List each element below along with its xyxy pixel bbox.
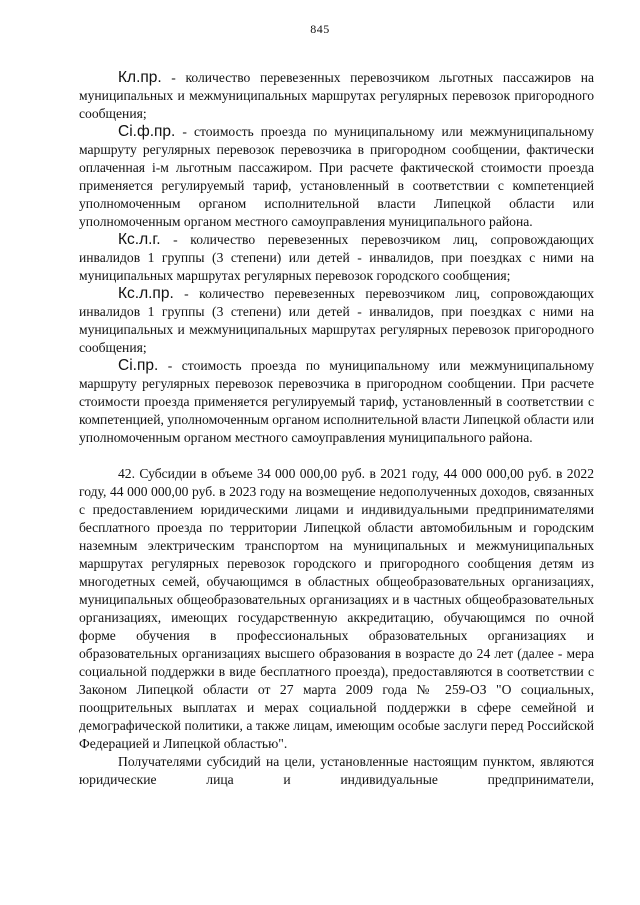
formula-symbol: Кл.пр. [118, 69, 162, 86]
formula-symbol: Кс.л.г. [118, 231, 161, 248]
definition-ks-l-pr [79, 285, 594, 357]
document-body [79, 69, 594, 789]
paragraph-recipients: Получателями субсидий на цели, установленные настоящим пунктом, являются юридические лица и индивидуальные предприниматели, [79, 754, 594, 787]
definition-kl-pr [79, 69, 594, 123]
formula-symbol: Сi.пр. [118, 357, 159, 374]
definition-text: - количество перевезенных перевозчиком лиц, сопровождающих инвалидов 1 группы (3 степени) или детей - инвалидов, при поездках с ними на муниципальных маршрутах регулярных перевозок городского сообщения; [79, 232, 594, 283]
paragraph-42: 42. Субсидии в объеме 34 000 000,00 руб. в 2021 году, 44 000 000,00 руб. в 2022 году, 44 000 000,00 руб. в 2023 году на возмещение недополученных доходов, связанных с предоставлением юридическими лицами и индивидуальными предпринимателями бесплатного проезда по территории Липецкой области автомобильным и городским наземным электрическим транспортом на муниципальных и межмуниципальных маршрутах регулярных перевозок городского и пригородного сообщения детям из многодетных семей, обучающимся в областных общеобразовательных организациях, муниципальных общеобразовательных организациях и в частных общеобразовательных организациях, имеющих государственную аккредитацию, обучающимся по очной форме обучения в профессиональных образовательных организациях и образовательных организациях высшего образования в возрасте до 24 лет (далее - мера социальной поддержки в виде бесплатного проезда), предоставляются в соответствии с Законом Липецкой области от 27 марта 2009 года № 259-ОЗ "О социальных, поощрительных выплатах и мерах социальной поддержки в сфере семейной и демографической политики, а также лицам, имеющим особые заслуги перед Российской Федерацией и Липецкой областью". [79, 466, 594, 751]
definition-text: - количество перевезенных перевозчиком лиц, сопровождающих инвалидов 1 группы (3 степени) или детей - инвалидов, при поездках с ними на муниципальных и межмуниципальных маршрутах регулярных перевозок пригородного сообщения; [79, 286, 594, 355]
definition-text: - стоимость проезда по муниципальному или межмуниципальному маршруту регулярных перевозок перевозчика в пригородном сообщении, фактически оплаченная i-м льготным пассажиром. При расчете фактической стоимости проезда применяется регулируемый тариф, установленный в соответствии с компетенцией уполномоченным органом исполнительной власти Липецкой области или уполномоченным органом местного самоуправления муниципального района. [79, 124, 594, 229]
definition-ci-pr [79, 357, 594, 447]
definition-text: - стоимость проезда по муниципальному или межмуниципальному маршруту регулярных перевозок перевозчика в пригородном сообщении. При расчете стоимости проезда применяется регулируемый тариф, установленный в соответствии с компетенцией, уполномоченным органом исполнительной власти Липецкой области или уполномоченным органом местного самоуправления муниципального района. [79, 358, 594, 445]
formula-symbol: Кс.л.пр. [118, 285, 174, 302]
formula-symbol: Сi.ф.пр. [118, 123, 176, 140]
definition-ks-l-g [79, 231, 594, 285]
paragraph-gap [79, 447, 594, 465]
definition-ci-f-pr [79, 123, 594, 231]
page-number: 845 [310, 22, 330, 36]
definition-text: - количество перевезенных перевозчиком льготных пассажиров на муниципальных и межмуниципальных маршрутах регулярных перевозок пригородного сообщения; [79, 70, 594, 121]
